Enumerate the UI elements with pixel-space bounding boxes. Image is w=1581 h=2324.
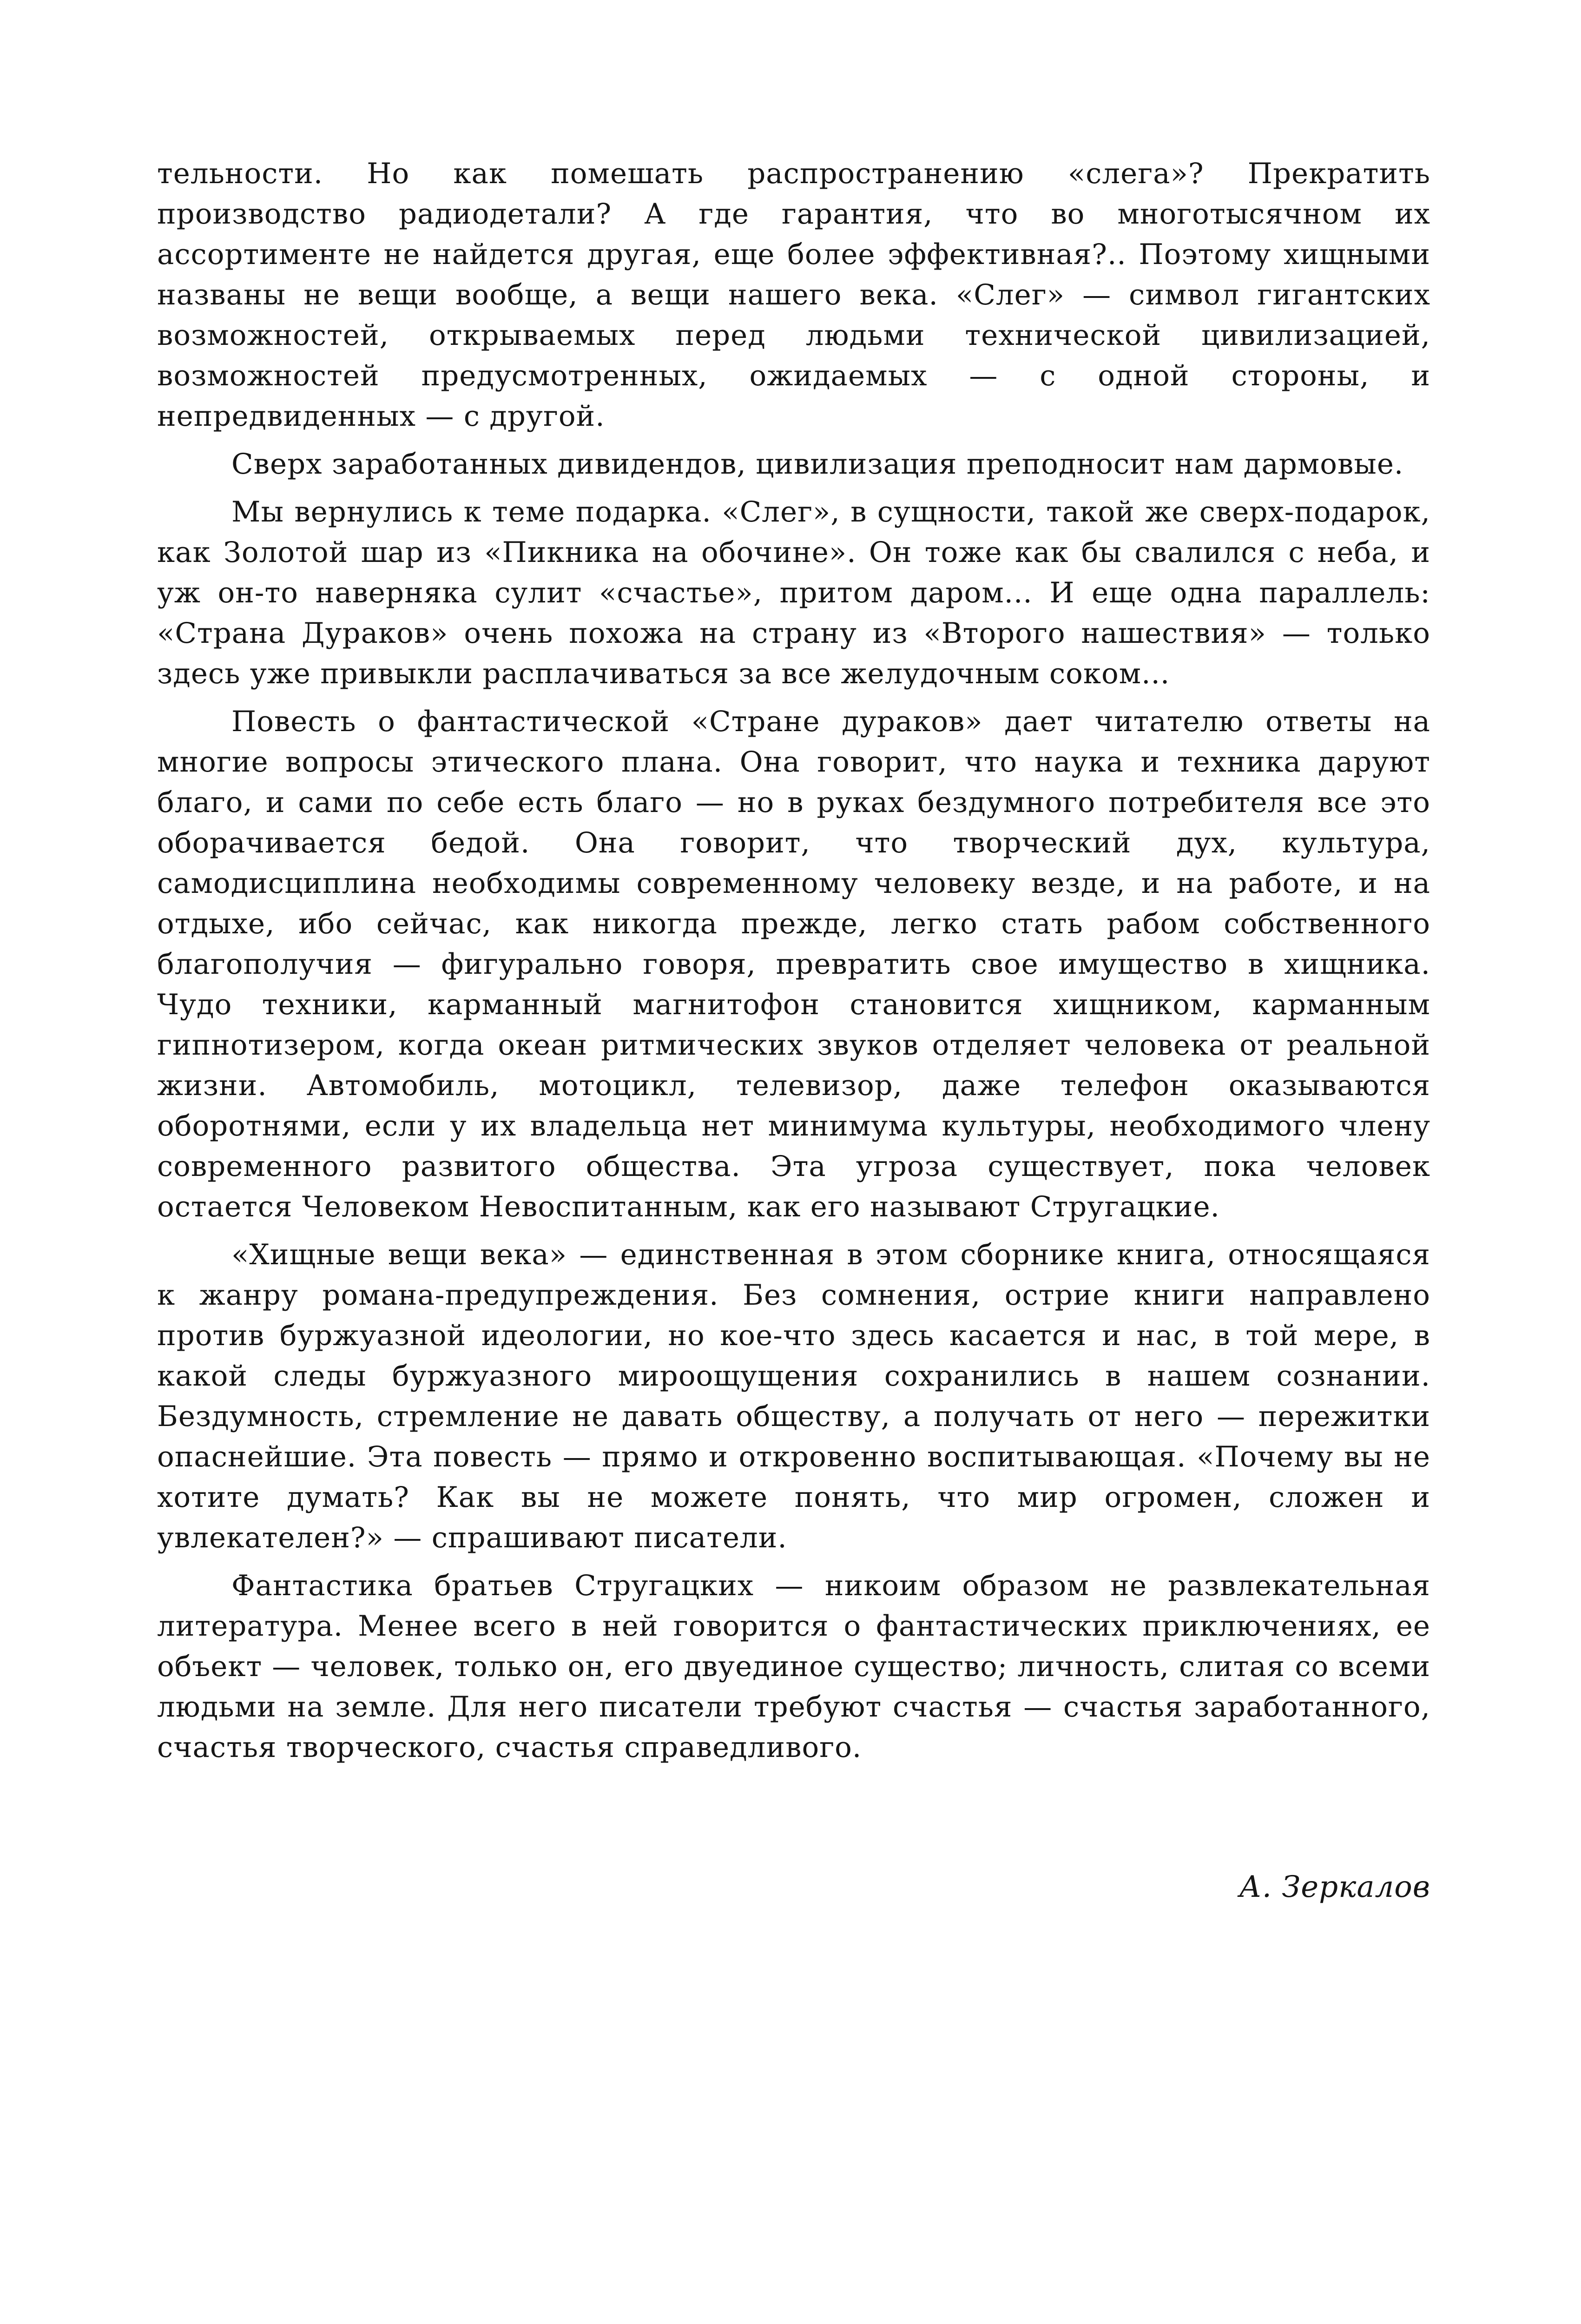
article-body xyxy=(157,153,1430,1768)
paragraph-3: Мы вернулись к теме подарка. «Слег», в сущности, такой же сверх-подарок, как Золотой шар из «Пикника на обочине». Он тоже как бы свалился с неба, и уж он-то наверняка сулит «счастье», притом даром... И еще одна параллель: «Страна Дураков» очень похожа на страну из «Второго нашествия» — только здесь уже привыкли расплачиваться за все желудочным соком... xyxy=(157,495,1430,690)
author-signature: А. Зеркалов xyxy=(1239,1870,1430,1904)
paragraph-1: тельности. Но как помешать распространению «слега»? Прекратить производство радиодетали? А где гарантия, что во многотысячном их ассортименте не найдется другая, еще более эффективная?.. Поэтому хищными названы не вещи вообще, а вещи нашего века. «Слег» — символ гигантских возможностей, открываемых перед людьми технической цивилизацией, возможностей предусмотренных, ожидаемых — с одной стороны, и непредвиденных — с другой. xyxy=(157,157,1430,433)
paragraph-2: Сверх заработанных дивидендов, цивилизация преподносит нам дармовые. xyxy=(231,448,1404,481)
paragraph-6: Фантастика братьев Стругацких — никоим образом не развлекательная литература. Менее всего в ней говорится о фантастических приключениях, ее объект — человек, только он, его двуединое существо; личность, слитая со всеми людьми на земле. Для него писатели требуют счастья — счастья заработанного, счастья творческого, счастья справедливого. xyxy=(157,1569,1430,1764)
paragraph-5: «Хищные вещи века» — единственная в этом сборнике книга, относящаяся к жанру романа-предупреждения. Без сомнения, острие книги направлено против буржуазной идеологии, но кое-что здесь касается и нас, в той мере, в какой следы буржуазного мироощущения сохранились в нашем сознании. Бездумность, стремление не давать обществу, а получать от него — пережитки опаснейшие. Эта повесть — прямо и откровенно воспитывающая. «Почему вы не хотите думать? Как вы не можете понять, что мир огромен, сложен и увлекателен?» — спрашивают писатели. xyxy=(157,1238,1430,1554)
paragraph-4: Повесть о фантастической «Стране дураков» дает читателю ответы на многие вопросы этического плана. Она говорит, что наука и техника даруют благо, и сами по себе есть благо — но в руках бездумного потребителя все это оборачивается бедой. Она говорит, что творческий дух, культура, самодисциплина необходимы современному человеку везде, и на работе, и на отдыхе, ибо сейчас, как никогда прежде, легко стать рабом собственного благополучия — фигурально говоря, превратить свое имущество в хищника. Чудо техники, карманный магнитофон становится хищником, карманным гипнотизером, когда океан ритмических звуков отделяет человека от реальной жизни. Автомобиль, мотоцикл, телевизор, даже телефон оказываются оборотнями, если у их владельца нет минимума культуры, необходимого члену современного развитого общества. Эта угроза существует, пока человек остается Человеком Невоспитанным, как его называют Стругацкие. xyxy=(157,705,1430,1223)
